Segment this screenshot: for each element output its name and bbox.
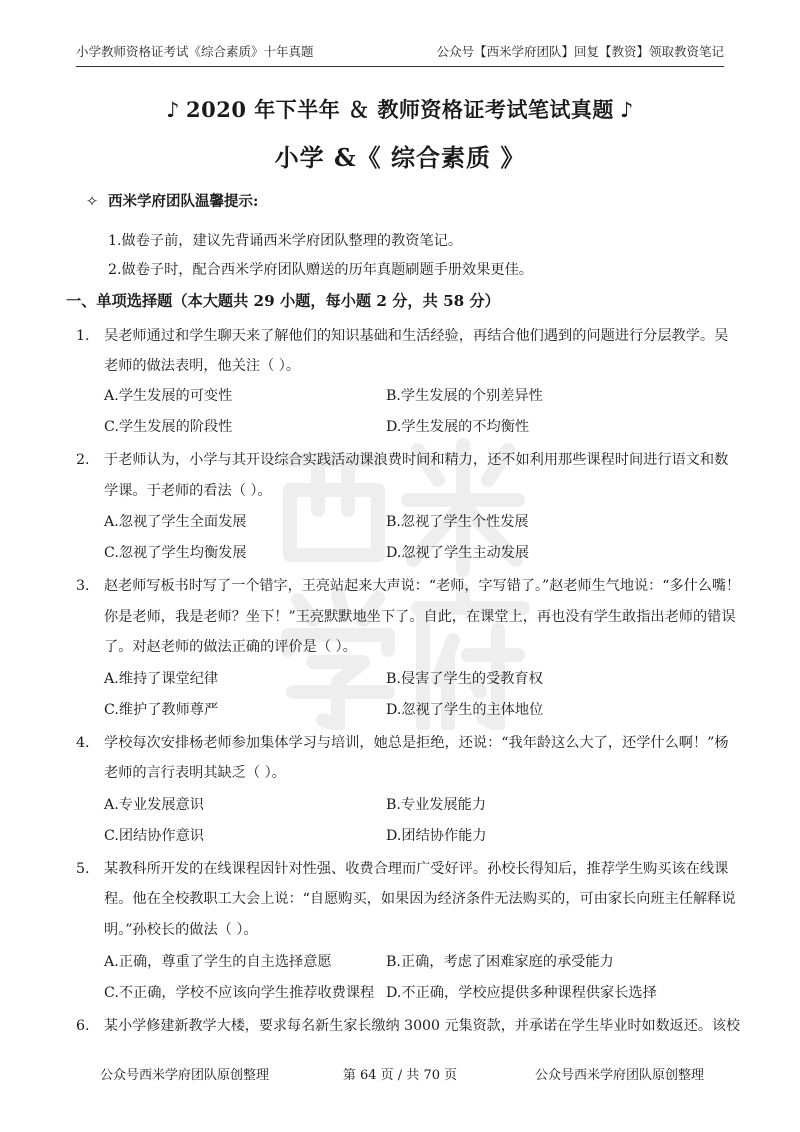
sparkle-icon: ✧: [86, 194, 99, 210]
option-b: B.侵害了学生的受教育权: [386, 671, 543, 687]
question-number: 4.: [76, 735, 90, 751]
option-b: B.专业发展能力: [386, 797, 487, 813]
question-text-line: 某教科所开发的在线课程因针对性强、收费合理而广受好评。孙校长得知后，推荐学生购买该在线课: [104, 861, 729, 877]
option-b: B.正确，考虑了困难家庭的承受能力: [386, 954, 614, 970]
option-a: A.维持了课堂纪律: [104, 671, 219, 687]
question-number: 1.: [76, 328, 90, 344]
footer-left-text: 公众号西米学府团队原创整理: [100, 1068, 270, 1083]
question-text-line: 某小学修建新教学大楼，要求每名新生家长缴纳 3000 元集资款，并承诺在学生毕业时如数返还。该校: [104, 1018, 741, 1034]
question-number: 2.: [76, 452, 90, 468]
option-d: D.学生发展的不均衡性: [386, 419, 530, 435]
question-text-line: 老师的做法表明，他关注（ ）。: [104, 358, 301, 374]
tip-item: 2.做卷子时，配合西米学府团队赠送的历年真题刷题手册效果更佳。: [108, 262, 533, 278]
question-number: 6.: [76, 1018, 90, 1034]
question-number: 3.: [76, 578, 90, 594]
tips-heading: [86, 192, 258, 212]
option-c: C.忽视了学生均衡发展: [104, 545, 247, 561]
question-text-line: 程。他在全校教职工大会上说：“自愿购买，如果因为经济条件无法购买的，可由家长向班主任解释说: [104, 891, 736, 907]
tip-item: 1.做卷子前，建议先背诵西米学府团队整理的教资笔记。: [108, 233, 463, 249]
question-text-line: 学校每次安排杨老师参加集体学习与培训，她总是拒绝，还说：“我年龄这么大了，还学什么啊！”杨: [104, 735, 729, 751]
question-number: 5.: [76, 861, 90, 877]
option-b: B.学生发展的个别差异性: [386, 388, 543, 404]
question-text-line: 了。对赵老师的做法正确的评价是（ ）。: [104, 639, 357, 655]
option-d: D.团结协作能力: [386, 828, 487, 844]
option-d: D.忽视了学生的主体地位: [386, 702, 544, 718]
option-a: A.学生发展的可变性: [104, 388, 233, 404]
question-text-line: 明。”孙校长的做法（ ）。: [104, 922, 258, 938]
tips-heading-text: 西米学府团队温馨提示:: [108, 193, 259, 210]
question-text-line: 老师的言行表明其缺乏（ ）。: [104, 765, 286, 781]
header-right-text: 公众号【西米学府团队】回复【教资】领取教资笔记: [436, 44, 724, 59]
section-heading: 一、单项选择题（本大题共 29 小题，每小题 2 分，共 58 分）: [66, 292, 500, 310]
option-a: A.专业发展意识: [104, 797, 204, 813]
question-text-line: 于老师认为，小学与其开设综合实践活动课浪费时间和精力，还不如利用那些课程时间进行语文和数: [104, 452, 729, 468]
footer-right-text: 公众号西米学府团队原创整理: [534, 1068, 704, 1083]
exam-title-text: 2020 年下半年 ＆ 教师资格证考试笔试真题: [186, 97, 614, 122]
option-a: A.忽视了学生全面发展: [104, 514, 247, 530]
question-text-line: 吴老师通过和学生聊天来了解他们的知识基础和生活经验，再结合他们遇到的问题进行分层教学。吴: [104, 328, 729, 344]
header-divider: [76, 66, 724, 67]
option-c: C.团结协作意识: [104, 828, 204, 844]
option-c: C.不正确，学校不应该向学生推荐收费课程: [104, 985, 375, 1001]
option-a: A.正确，尊重了学生的自主选择意愿: [104, 954, 332, 970]
question-text-line: 赵老师写板书时写了一个错字，王亮站起来大声说：“老师，字写错了。”赵老师生气地说：“多什么嘴！: [104, 578, 741, 594]
music-note-icon: ♪: [166, 97, 181, 122]
header-left-text: 小学教师资格证考试《综合素质》十年真题: [76, 44, 314, 59]
music-note-icon: ♪: [619, 97, 634, 122]
option-c: C.学生发展的阶段性: [104, 419, 233, 435]
question-text-line: 学课。于老师的看法（ ）。: [104, 483, 272, 499]
option-d: D.忽视了学生主动发展: [386, 545, 530, 561]
page-number: 第 64 页 / 共 70 页: [342, 1068, 458, 1083]
exam-title: [0, 94, 800, 124]
option-b: B.忽视了学生个性发展: [386, 514, 529, 530]
option-c: C.维护了教师尊严: [104, 702, 219, 718]
exam-subtitle: 小学 &《 综合素质 》: [274, 143, 526, 172]
option-d: D.不正确，学校应提供多种课程供家长选择: [386, 985, 657, 1001]
question-text-line: 你是老师，我是老师？坐下！”王亮默默地坐下了。自此，在课堂上，再也没有学生敢指出老师的错误: [104, 609, 736, 625]
page-header: [76, 42, 724, 62]
